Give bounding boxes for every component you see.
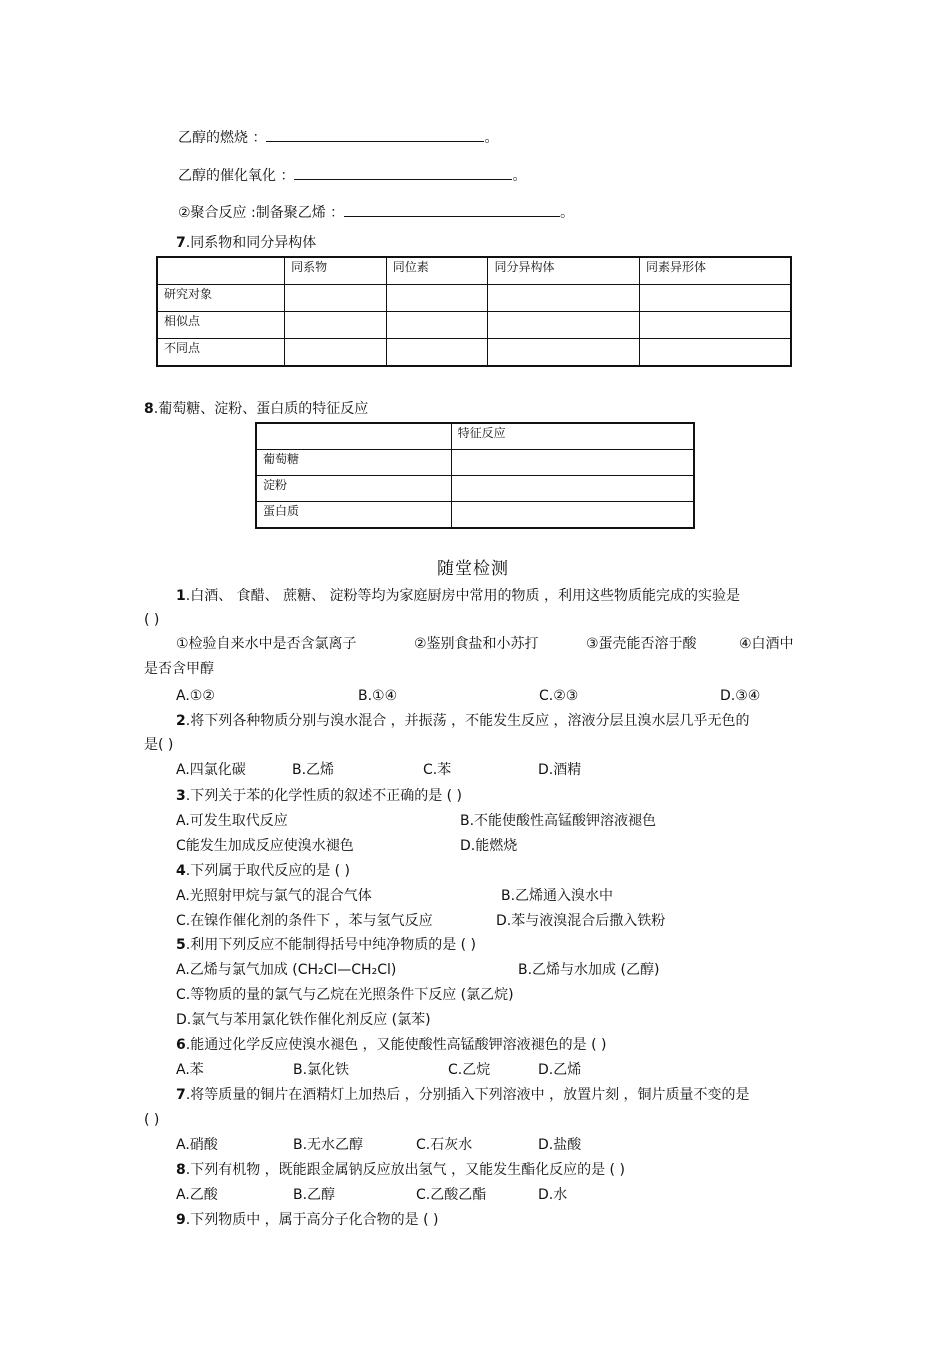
- q1-item: ③蛋壳能否溶于酸: [586, 636, 697, 652]
- option-d[interactable]: D.③④: [720, 688, 761, 704]
- option-d[interactable]: D.苯与液溴混合后撒入铁粉: [496, 913, 666, 929]
- option-b[interactable]: B.乙烯通入溴水中: [501, 888, 614, 904]
- option-b[interactable]: B.①④: [358, 688, 398, 704]
- answer-cell[interactable]: [386, 339, 488, 367]
- table-row: [256, 502, 694, 529]
- answer-cell[interactable]: [386, 312, 488, 339]
- table-header-row: [256, 423, 694, 450]
- option-b[interactable]: B.不能使酸性高锰酸钾溶液褪色: [460, 813, 657, 829]
- option-c[interactable]: C.乙酸乙酯: [416, 1187, 487, 1203]
- answer-cell[interactable]: [386, 285, 488, 312]
- intro-line-ethanol-combustion: 乙醇的燃烧 ： 。: [178, 127, 498, 147]
- option-a[interactable]: A.硝酸: [176, 1137, 218, 1153]
- answer-blank[interactable]: [266, 127, 484, 142]
- header-cell: [256, 423, 451, 450]
- header-cell: 同分异构体: [488, 257, 640, 285]
- answer-paren[interactable]: ( ): [144, 1112, 160, 1128]
- question-5-stem: 5.利用下列反应不能制得括号中纯净物质的是 ( ): [176, 937, 477, 953]
- intro-line-polymerization: ②聚合反应 :制备聚乙烯 ： 。: [178, 202, 574, 222]
- answer-blank[interactable]: [294, 165, 512, 180]
- header-cell: 同位素: [386, 257, 488, 285]
- answer-cell[interactable]: [639, 312, 791, 339]
- option-b[interactable]: B.乙醇: [293, 1187, 336, 1203]
- option-b[interactable]: B.无水乙醇: [293, 1137, 364, 1153]
- answer-cell[interactable]: [285, 312, 387, 339]
- option-a[interactable]: A.光照射甲烷与氯气的混合气体: [176, 888, 372, 904]
- table-row: [256, 476, 694, 502]
- option-d[interactable]: D.能燃烧: [460, 838, 518, 854]
- table-row: [256, 450, 694, 476]
- question-8-stem: 8.下列有机物 ，既能跟金属钠反应放出氢气 ，又能发生酯化反应的是 ( ): [176, 1162, 625, 1178]
- q1-item: ②鉴别食盐和小苏打: [414, 636, 539, 652]
- option-b[interactable]: B.氯化铁: [293, 1062, 350, 1078]
- intro-line-ethanol-oxidation: 乙醇的催化氧化 ： 。: [178, 165, 526, 185]
- answer-cell[interactable]: [488, 285, 640, 312]
- question-2-stem: 2.将下列各种物质分别与溴水混合 ，并振荡 ，不能发生反应 ，溶液分层且溴水层几乎无色的: [176, 713, 750, 729]
- header-cell: 同系物: [285, 257, 387, 285]
- answer-blank[interactable]: [344, 202, 560, 217]
- answer-cell[interactable]: [451, 476, 694, 502]
- q1-item: ①检验自来水中是否含氯离子: [176, 636, 357, 652]
- quiz-title: 随堂检测: [437, 559, 509, 579]
- header-cell: 特征反应: [451, 423, 694, 450]
- answer-cell[interactable]: [488, 312, 640, 339]
- option-a[interactable]: A.①②: [176, 688, 215, 704]
- section-8-heading: 8.葡萄糖、淀粉、蛋白质的特征反应: [144, 401, 369, 417]
- answer-cell[interactable]: [451, 450, 694, 476]
- question-2-cont[interactable]: 是( ): [144, 737, 174, 753]
- answer-cell[interactable]: [639, 339, 791, 367]
- row-label: 淀粉: [256, 476, 451, 502]
- answer-cell[interactable]: [285, 339, 387, 367]
- row-label: 葡萄糖: [256, 450, 451, 476]
- option-c[interactable]: C.在镍作催化剂的条件下 ，苯与氢气反应: [176, 913, 433, 929]
- option-b[interactable]: B.乙烯: [292, 762, 335, 778]
- header-cell: 同素异形体: [639, 257, 791, 285]
- question-6-stem: 6.能通过化学反应使溴水褪色 ，又能使酸性高锰酸钾溶液褪色的是 ( ): [176, 1037, 607, 1053]
- option-c[interactable]: C能发生加成反应使溴水褪色: [176, 838, 354, 854]
- option-a[interactable]: A.乙酸: [176, 1187, 218, 1203]
- table-header-row: [157, 257, 791, 285]
- table-row: [157, 339, 791, 367]
- answer-cell[interactable]: [451, 502, 694, 529]
- option-c[interactable]: C.等物质的量的氯气与乙烷在光照条件下反应 (氯乙烷): [176, 987, 514, 1003]
- option-a[interactable]: A.苯: [176, 1062, 204, 1078]
- answer-cell[interactable]: [639, 285, 791, 312]
- question-9-stem: 9.下列物质中 ，属于高分子化合物的是 ( ): [176, 1212, 439, 1228]
- option-c[interactable]: C.石灰水: [416, 1137, 473, 1153]
- answer-paren[interactable]: ( ): [144, 612, 160, 628]
- option-b[interactable]: B.乙烯与水加成 (乙醇): [518, 962, 660, 978]
- option-a[interactable]: A.可发生取代反应: [176, 813, 288, 829]
- row-label: 相似点: [157, 312, 285, 339]
- question-7-stem: 7.将等质量的铜片在酒精灯上加热后 ，分别插入下列溶液中 ，放置片刻 ，铜片质量不变的是: [176, 1087, 750, 1103]
- section-7-heading: 7.同系物和同分异构体: [176, 235, 317, 251]
- row-label: 研究对象: [157, 285, 285, 312]
- row-label: 蛋白质: [256, 502, 451, 529]
- option-d[interactable]: D.乙烯: [538, 1062, 582, 1078]
- option-d[interactable]: D.酒精: [538, 762, 582, 778]
- table-row: [157, 285, 791, 312]
- intro-label: 乙醇的催化氧化 ：: [178, 168, 295, 184]
- row-label: 不同点: [157, 339, 285, 367]
- option-a[interactable]: A.乙烯与氯气加成 (CH₂Cl—CH₂Cl): [176, 962, 397, 978]
- characteristic-reaction-table: [255, 422, 695, 529]
- option-c[interactable]: C.苯: [423, 762, 452, 778]
- question-1-stem: 1.白酒、 食醋、 蔗糖、 淀粉等均为家庭厨房中常用的物质 ，利用这些物质能完成的实验是: [176, 588, 740, 604]
- intro-label: ②聚合反应 :制备聚乙烯 ：: [178, 205, 345, 221]
- question-4-stem: 4.下列属于取代反应的是 ( ): [176, 863, 351, 879]
- option-d[interactable]: D.水: [538, 1187, 568, 1203]
- option-d[interactable]: D.盐酸: [538, 1137, 582, 1153]
- intro-label: 乙醇的燃烧 ：: [178, 130, 267, 146]
- option-a[interactable]: A.四氯化碳: [176, 762, 246, 778]
- option-c[interactable]: C.乙烷: [448, 1062, 491, 1078]
- answer-cell[interactable]: [285, 285, 387, 312]
- answer-cell[interactable]: [488, 339, 640, 367]
- option-c[interactable]: C.②③: [539, 688, 579, 704]
- q1-item-cont: 是否含甲醇: [144, 661, 214, 677]
- header-cell: [157, 257, 285, 285]
- option-d[interactable]: D.氯气与苯用氯化铁作催化剂反应 (氯苯): [176, 1012, 431, 1028]
- homolog-isomer-table: [156, 256, 792, 367]
- q1-item: ④白酒中: [739, 636, 794, 652]
- table-row: [157, 312, 791, 339]
- question-3-stem: 3.下列关于苯的化学性质的叙述不正确的是 ( ): [176, 788, 463, 804]
